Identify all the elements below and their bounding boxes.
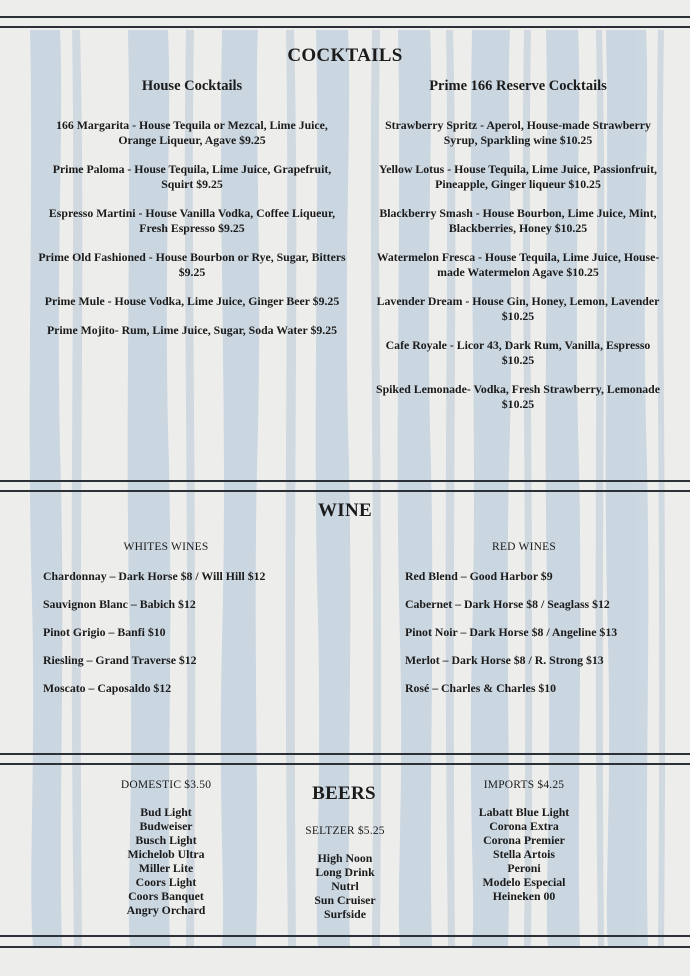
cocktail-item: Prime Paloma - House Tequila, Lime Juice, Grapefruit, Squirt $9.25 bbox=[52, 162, 332, 191]
domestic-beers-title: DOMESTIC $3.50 bbox=[120, 779, 212, 791]
reserve-cocktails-title: Prime 166 Reserve Cocktails bbox=[429, 78, 607, 94]
imports-beers-column bbox=[444, 779, 604, 903]
red-wines-list bbox=[405, 569, 675, 709]
wine-item: Pinot Grigio – Banfi $10 bbox=[43, 625, 166, 639]
beer-item: Budweiser bbox=[139, 819, 193, 833]
wine-item: Moscato – Caposaldo $12 bbox=[43, 681, 172, 695]
cocktail-item: Prime Mule - House Vodka, Lime Juice, Ginger Beer $9.25 bbox=[44, 294, 340, 308]
seltzer-column bbox=[265, 825, 425, 921]
seltzer-item: Long Drink bbox=[315, 865, 375, 879]
wine-item: Pinot Noir – Dark Horse $8 / Angeline $13 bbox=[405, 625, 618, 639]
cocktail-item: Prime Mojito- Rum, Lime Juice, Sugar, Soda Water $9.25 bbox=[46, 323, 338, 337]
imports-beers-title: IMPORTS $4.25 bbox=[483, 779, 565, 791]
house-cocktails-title: House Cocktails bbox=[141, 78, 243, 94]
beer-item: Bud Light bbox=[140, 805, 192, 819]
cocktails-title: COCKTAILS bbox=[287, 45, 403, 66]
seltzer-title: SELTZER $5.25 bbox=[305, 825, 385, 837]
domestic-beers-column bbox=[86, 779, 246, 917]
seltzer-item: Nutrl bbox=[331, 879, 359, 893]
beer-item: Coors Banquet bbox=[128, 889, 204, 903]
beer-item: Heineken 00 bbox=[492, 889, 556, 903]
beer-item: Angry Orchard bbox=[126, 903, 206, 917]
red-wines-title: RED WINES bbox=[492, 541, 556, 553]
beer-item: Modelo Especial bbox=[482, 875, 566, 889]
seltzer-item: High Noon bbox=[317, 851, 373, 865]
cocktail-item: Prime Old Fashioned - House Bourbon or Rye, Sugar, Bitters $9.25 bbox=[38, 250, 346, 279]
beer-item: Labatt Blue Light bbox=[478, 805, 570, 819]
wine-item: Merlot – Dark Horse $8 / R. Strong $13 bbox=[405, 653, 604, 667]
beer-item: Peroni bbox=[507, 861, 541, 875]
beer-item: Corona Extra bbox=[489, 819, 559, 833]
beer-item: Corona Premier bbox=[483, 833, 565, 847]
cocktail-item: Watermelon Fresca - House Tequila, Lime Juice, House-made Watermelon Agave $10.25 bbox=[376, 250, 660, 279]
wine-item: Rosé – Charles & Charles $10 bbox=[405, 681, 557, 695]
wine-item: Red Blend – Good Harbor $9 bbox=[405, 569, 553, 583]
beer-item: Stella Artois bbox=[493, 847, 555, 861]
whites-wines-list bbox=[43, 569, 343, 709]
cocktail-item: Cafe Royale - Licor 43, Dark Rum, Vanilla, Espresso $10.25 bbox=[385, 338, 651, 367]
cocktail-item: Blackberry Smash - House Bourbon, Lime Juice, Mint, Blackberries, Honey $10.25 bbox=[379, 206, 657, 235]
beer-item: Coors Light bbox=[135, 875, 197, 889]
house-cocktails-column bbox=[36, 78, 348, 352]
whites-wines-title: WHITES WINES bbox=[123, 541, 209, 553]
cocktail-item: Espresso Martini - House Vanilla Vodka, Coffee Liqueur, Fresh Espresso $9.25 bbox=[48, 206, 336, 235]
seltzer-item: Sun Cruiser bbox=[314, 893, 376, 907]
cocktail-item: Yellow Lotus - House Tequila, Lime Juice, Passionfruit, Pineapple, Ginger liqueur $10.25 bbox=[379, 162, 657, 191]
beer-item: Michelob Ultra bbox=[127, 847, 205, 861]
cocktail-item: Lavender Dream - House Gin, Honey, Lemon, Lavender $10.25 bbox=[376, 294, 660, 323]
beer-item: Busch Light bbox=[135, 833, 197, 847]
beers-title: BEERS bbox=[312, 783, 376, 804]
seltzer-item: Surfside bbox=[324, 907, 366, 921]
cocktail-item: 166 Margarita - House Tequila or Mezcal, Lime Juice, Orange Liqueur, Agave $9.25 bbox=[56, 118, 328, 147]
wine-title: WINE bbox=[318, 500, 372, 521]
wine-item: Chardonnay – Dark Horse $8 / Will Hill $12 bbox=[43, 569, 266, 583]
cocktail-item: Spiked Lemonade- Vodka, Fresh Strawberry, Lemonade $10.25 bbox=[376, 382, 660, 411]
wine-item: Sauvignon Blanc – Babich $12 bbox=[43, 597, 196, 611]
reserve-cocktails-column bbox=[372, 78, 664, 426]
beer-item: Miller Lite bbox=[138, 861, 194, 875]
wine-item: Cabernet – Dark Horse $8 / Seaglass $12 bbox=[405, 597, 610, 611]
wine-item: Riesling – Grand Traverse $12 bbox=[43, 653, 197, 667]
cocktail-item: Strawberry Spritz - Aperol, House-made Strawberry Syrup, Sparkling wine $10.25 bbox=[385, 118, 651, 147]
